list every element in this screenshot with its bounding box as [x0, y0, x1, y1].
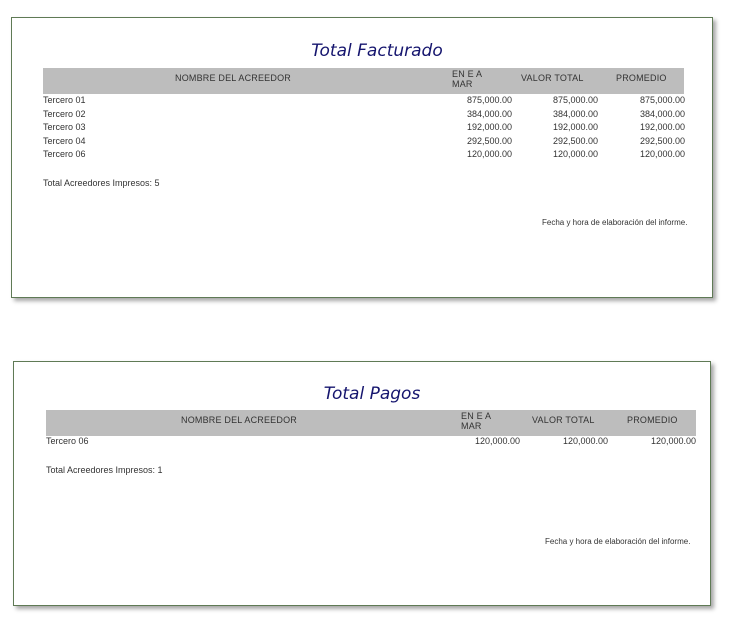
summary-count: Total Acreedores Impresos: 5 [43, 178, 160, 188]
cell-total: 875,000.00 [552, 95, 598, 105]
table-header [43, 68, 684, 94]
column-header-average: PROMEDIO [627, 415, 678, 425]
cell-average: 875,000.00 [639, 95, 685, 105]
column-header-name: NOMBRE DEL ACREEDOR [175, 73, 291, 83]
table-body [43, 95, 686, 163]
report-footer-note: Fecha y hora de elaboración del informe. [545, 537, 691, 546]
cell-total: 120,000.00 [562, 436, 608, 446]
column-header-name: NOMBRE DEL ACREEDOR [181, 415, 297, 425]
cell-average: 120,000.00 [639, 149, 685, 159]
report-footer-note: Fecha y hora de elaboración del informe. [542, 218, 688, 227]
report-title: Total Pagos [323, 384, 421, 404]
cell-total: 384,000.00 [552, 108, 598, 119]
table-row [46, 436, 698, 450]
cell-name: Tercero 04 [43, 135, 86, 146]
report-total-facturado [11, 17, 713, 298]
cell-average: 192,000.00 [639, 122, 685, 132]
table-row [43, 136, 686, 150]
cell-name: Tercero 02 [43, 108, 86, 119]
report-title: Total Facturado [311, 41, 443, 61]
table-row [43, 109, 686, 123]
cell-date: 120,000.00 [466, 149, 512, 159]
cell-name: Tercero 06 [46, 436, 89, 446]
cell-total: 192,000.00 [552, 122, 598, 132]
column-header-date: EN E A MAR [461, 411, 491, 431]
cell-date: 120,000.00 [474, 436, 520, 446]
cell-total: 120,000.00 [552, 149, 598, 159]
cell-average: 384,000.00 [639, 108, 685, 119]
table-body [46, 436, 698, 450]
summary-count: Total Acreedores Impresos: 1 [46, 465, 163, 475]
cell-total: 292,500.00 [552, 135, 598, 146]
cell-date: 192,000.00 [466, 122, 512, 132]
report-total-pagos [13, 361, 711, 606]
cell-date: 384,000.00 [466, 108, 512, 119]
cell-date: 292,500.00 [466, 135, 512, 146]
column-header-total: VALOR TOTAL [532, 415, 595, 425]
cell-name: Tercero 03 [43, 122, 86, 132]
column-header-average: PROMEDIO [616, 73, 667, 83]
table-row [43, 122, 686, 136]
cell-average: 120,000.00 [650, 436, 696, 446]
column-header-date: EN E A MAR [452, 69, 482, 89]
cell-date: 875,000.00 [466, 95, 512, 105]
table-row [43, 149, 686, 163]
cell-average: 292,500.00 [639, 135, 685, 146]
table-header [46, 410, 696, 436]
table-row [43, 95, 686, 109]
column-header-total: VALOR TOTAL [521, 73, 584, 83]
cell-name: Tercero 01 [43, 95, 86, 105]
cell-name: Tercero 06 [43, 149, 86, 159]
